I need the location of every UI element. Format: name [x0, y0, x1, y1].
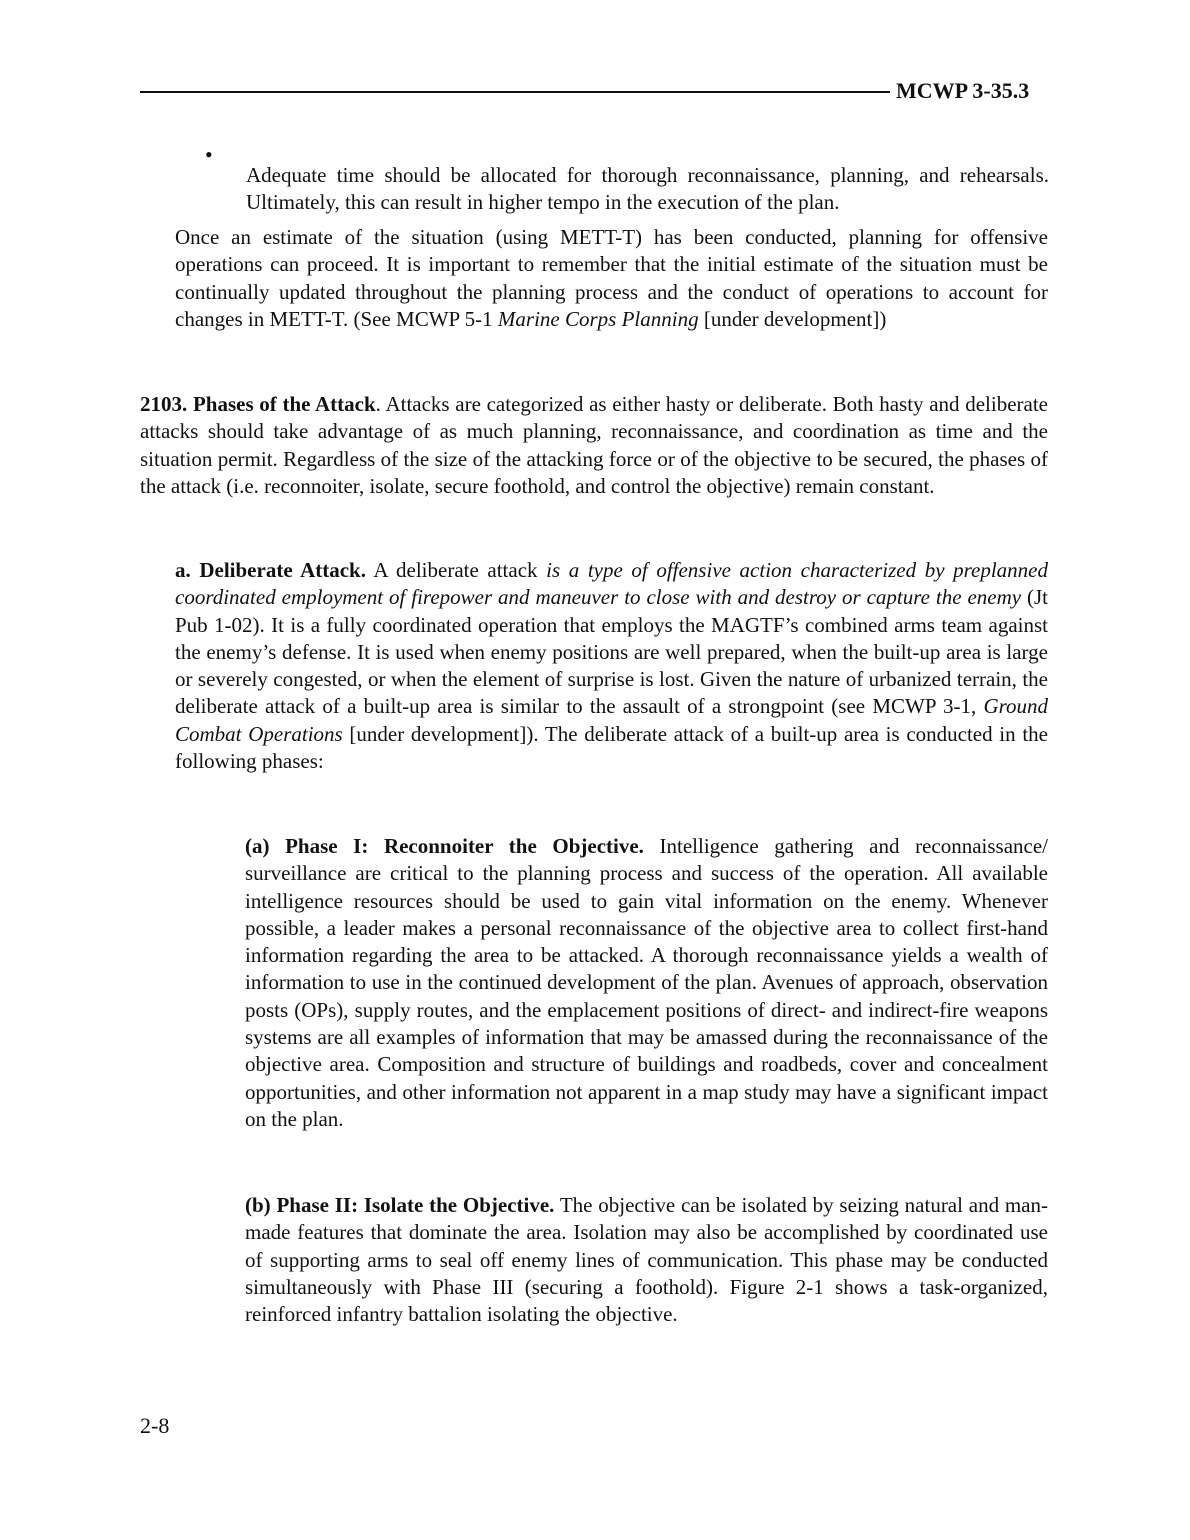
- section-2103-heading: 2103. Phases of the Attack: [140, 392, 376, 416]
- section-2103-paragraph: [140, 391, 1048, 500]
- deliberate-attack-definition: is a type of offensive action characterized by preplanned coordinated employment of firepower and maneuver to close with and destroy or capture the enemy: [175, 558, 1048, 610]
- estimate-tail: [under development]): [698, 306, 887, 331]
- estimate-reference-title: Marine Corps Planning: [497, 306, 699, 331]
- phase-2-heading: (b) Phase II: Isolate the Objective.: [245, 1193, 555, 1217]
- deliberate-attack-heading: a. Deliberate Attack.: [175, 558, 366, 582]
- deliberate-attack-lead: A deliberate attack: [365, 558, 547, 582]
- page-number: 2-8: [140, 1413, 170, 1438]
- bullet-text: Adequate time should be allocated for thorough reconnaissance, planning, and rehearsals. Ultimately, this can result in higher tempo in the execution of the plan.: [246, 163, 1049, 215]
- header-rule: [140, 91, 890, 93]
- estimate-text: Once an estimate of the situation (using METT-T) has been conducted, planning for offensive operations can proceed. It is important to remember that the initial estimate of the situation must be continually updated throughout the planning process and the conduct of operations to account for changes in METT-T. (See MCWP 5-1: [175, 225, 1048, 331]
- deliberate-attack-text: (Jt Pub 1-02). It is a fully coordinated operation that employs the MAGTF’s combined arms team against the enemy’s defense. It is used when enemy positions are well prepared, when the built-up area is large or severely congested, or when the element of surprise is lost. Given the nature of urbanized terrain, the deliberate attack of a built-up area is similar to the assault of a strongpoint (see MCWP 3-1,: [175, 585, 1048, 719]
- phase-1-heading: (a) Phase I: Reconnoiter the Objective.: [245, 834, 644, 858]
- bullet-icon: •: [205, 142, 213, 167]
- phase-1-text: Intelligence gathering and reconnaissance/ surveillance are critical to the planning process and success of the operation. All available intelligence resources should be used to gain vital information on the enemy. Whenever possible, a leader makes a personal reconnaissance of the objective area to collect first-hand information regarding the area to be attacked. A thorough reconnaissance yields a wealth of information to use in the continued development of the plan. Avenues of approach, observation posts (OPs), supply routes, and the emplacement positions of direct- and indirect-fire weapons systems are all examples of information that may be amassed during the reconnaissance of the objective area. Composition and structure of buildings and roadbeds, cover and concealment opportunities, and other information not apparent in a map study may have a significant impact on the plan.: [245, 834, 1048, 1131]
- phase-2-paragraph: [245, 1192, 1048, 1328]
- document-title: MCWP 3-35.3: [896, 78, 1030, 103]
- phase-2-text: The objective can be isolated by seizing natural and man-made features that dominate the area. Isolation may also be accomplished by coordinated use of supporting arms to seal off enemy lines of communication. This phase may be conducted simultaneously with Phase III (securing a foothold). Figure 2-1 shows a task-organized, reinforced infantry battalion isolating the objective.: [245, 1193, 1048, 1327]
- deliberate-attack-paragraph: [175, 557, 1048, 775]
- deliberate-attack-tail: [under development]). The deliberate attack of a built-up area is conducted in the following phases:: [175, 721, 1048, 774]
- section-2103-text: . Attacks are categorized as either hasty or deliberate. Both hasty and deliberate attacks should take advantage of as much planning, reconnaissance, and coordination as time and the situation permit. Regardless of the size of the attacking force or of the objective to be secured, the phases of the attack (i.e. reconnoiter, isolate, secure foothold, and control the objective) remain constant.: [140, 392, 1049, 498]
- deliberate-attack-reference-title: Ground Combat Operations: [175, 694, 1048, 746]
- phase-1-paragraph: [245, 833, 1048, 1133]
- estimate-paragraph: [175, 224, 1048, 333]
